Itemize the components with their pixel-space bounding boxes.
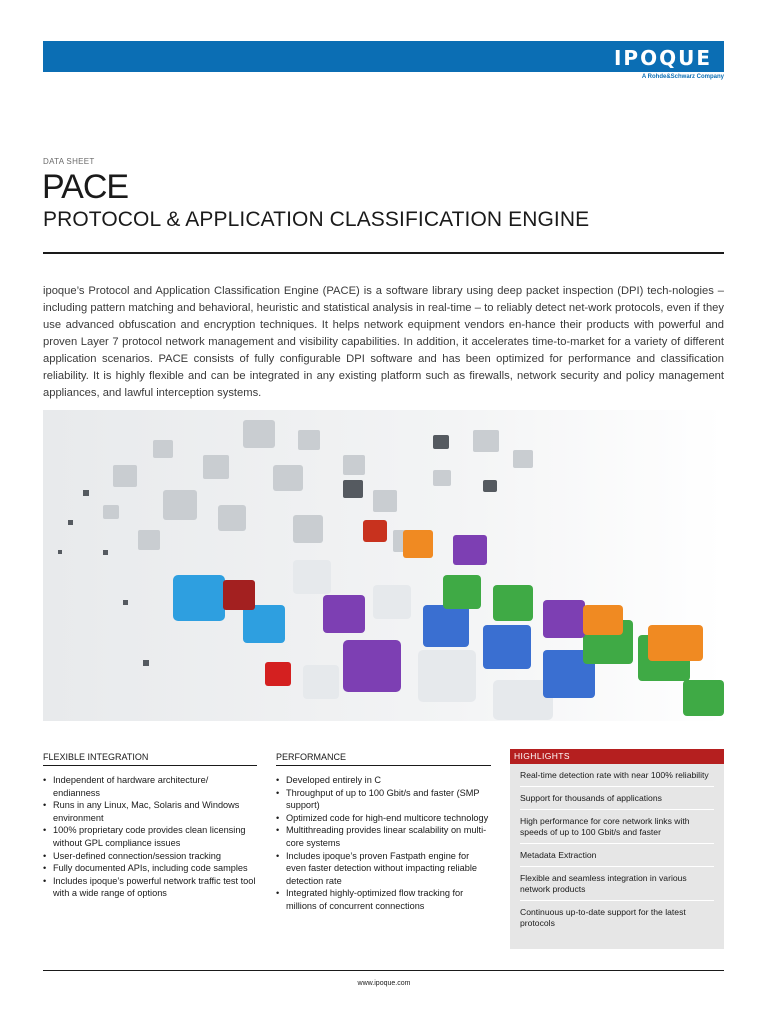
flexible-integration-rule xyxy=(43,765,257,766)
cubes-illustration xyxy=(43,410,724,721)
performance-list xyxy=(276,774,491,913)
list-item: • Runs in any Linux, Mac, Solaris and Windows environment xyxy=(43,799,257,824)
footer-divider xyxy=(43,970,724,971)
list-item: • Multithreading provides linear scalability on multi-core systems xyxy=(276,824,491,849)
performance-heading: PERFORMANCE xyxy=(276,752,347,762)
list-item: • Includes ipoque’s powerful network traffic test tool with a wide range of options xyxy=(43,875,257,900)
flexible-integration-heading: FLEXIBLE INTEGRATION xyxy=(43,752,149,762)
list-item: • Developed entirely in C xyxy=(276,774,491,787)
list-item: • 100% proprietary code provides clean licensing without GPL compliance issues xyxy=(43,824,257,849)
page-subtitle: PROTOCOL & APPLICATION CLASSIFICATION ENGINE xyxy=(43,208,590,231)
highlight-item: Metadata Extraction xyxy=(520,844,714,867)
highlights-heading: HIGHLIGHTS xyxy=(510,749,724,764)
highlight-item: High performance for core network links with speeds of up to 100 Gbit/s and faster xyxy=(520,810,714,844)
highlight-item: Continuous up-to-date support for the latest protocols xyxy=(520,907,686,928)
list-item: • Independent of hardware architecture/ endianness xyxy=(43,774,257,799)
list-item: • User-defined connection/session tracking xyxy=(43,850,257,863)
highlights-box xyxy=(510,749,724,949)
page-title: PACE xyxy=(42,168,129,206)
footer-url[interactable]: www.ipoque.com xyxy=(357,980,411,987)
hero-image xyxy=(43,410,724,721)
company-tagline: A Rohde&Schwarz Company xyxy=(641,74,724,80)
list-item: • Includes ipoque’s proven Fastpath engine for even faster detection without impacting reliable detection rate xyxy=(276,850,491,888)
performance-rule xyxy=(276,765,491,766)
doc-type-label: DATA SHEET xyxy=(43,157,95,166)
highlight-item: Real-time detection rate with near 100% reliability xyxy=(520,764,714,787)
flexible-integration-list xyxy=(43,774,257,900)
intro-paragraph: ipoque’s Protocol and Application Classification Engine (PACE) is a software library using deep packet inspection (DPI) tech-nologies – including pattern matching and behavioral, heuristic and statistical analysis in real-time – to reliably detect net-work protocols, even if they use advanced obfuscation and encryption techniques. It helps network equipment vendors en-hance their products with powerful and proven Layer 7 protocol network management and visibility capabilities. In addition, it accelerates time-to-market for a variety of different application scenarios. PACE consists of fully configurable DPI software and has been optimized for performance and classification reliability. It is highly flexible and can be integrated in any existing platform such as firewalls, network security and policy management appliances, and lawful interception systems. xyxy=(43,285,724,400)
list-item: • Throughput of up to 100 Gbit/s and faster (SMP support) xyxy=(276,787,491,812)
ipoque-logo: IPOQUE xyxy=(613,46,712,70)
highlight-item: Flexible and seamless integration in various network products xyxy=(520,867,714,901)
header-bar xyxy=(43,41,724,72)
list-item: • Integrated highly-optimized flow tracking for millions of concurrent connections xyxy=(276,887,491,912)
highlight-item: Support for thousands of applications xyxy=(520,787,714,810)
list-item: • Fully documented APIs, including code samples xyxy=(43,862,257,875)
list-item: • Optimized code for high-end multicore technology xyxy=(276,812,491,825)
title-divider xyxy=(43,252,724,254)
